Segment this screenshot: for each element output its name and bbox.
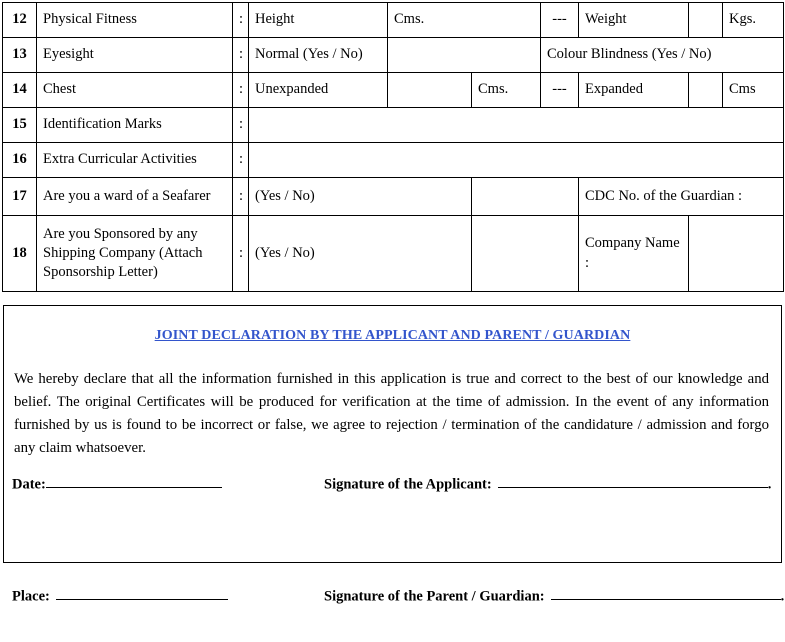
weight-value-cell[interactable]	[689, 3, 723, 38]
ward-yes-no-cell: (Yes / No)	[249, 178, 472, 216]
signature-row-date	[4, 474, 781, 530]
separator-dashes-12: ---	[541, 3, 579, 38]
row-label-eyesight: Eyesight	[37, 38, 233, 73]
place-input[interactable]	[56, 586, 228, 600]
extra-curricular-value-cell[interactable]	[249, 143, 784, 178]
signature-row-place	[4, 586, 785, 642]
chest-expanded-label-cell: Expanded	[579, 73, 689, 108]
chest-unexpanded-label-cell: Unexpanded	[249, 73, 388, 108]
guardian-signature-label: Signature of the Parent / Guardian:	[324, 588, 545, 605]
ward-answer-cell[interactable]	[472, 178, 579, 216]
chest-expanded-value-cell[interactable]	[689, 73, 723, 108]
row-colon-13: :	[233, 38, 249, 73]
row-label-chest: Chest	[37, 73, 233, 108]
weight-label-cell: Weight	[579, 3, 689, 38]
row-number-17: 17	[3, 178, 37, 216]
table-row-eyesight	[3, 38, 784, 73]
row-colon-12: :	[233, 3, 249, 38]
row-colon-14: :	[233, 73, 249, 108]
chest-unexpanded-unit-cell: Cms.	[472, 73, 541, 108]
row-number-14: 14	[3, 73, 37, 108]
row-label-extra-curricular: Extra Curricular Activities	[37, 143, 233, 178]
applicant-signature-label: Signature of the Applicant:	[324, 476, 492, 493]
applicant-trailing-dot: .	[767, 476, 772, 493]
date-input[interactable]	[46, 474, 222, 488]
personal-details-table	[2, 2, 784, 292]
joint-declaration-box	[3, 305, 785, 605]
company-name-label-cell: Company Name :	[579, 216, 689, 292]
date-field-group	[12, 474, 222, 493]
sponsorship-yes-no-cell: (Yes / No)	[249, 216, 472, 292]
weight-unit-kgs-cell: Kgs.	[723, 3, 784, 38]
cdc-number-guardian-cell[interactable]: CDC No. of the Guardian :	[579, 178, 784, 216]
date-label: Date:	[12, 476, 46, 493]
row-colon-18: :	[233, 216, 249, 292]
row-number-18: 18	[3, 216, 37, 292]
applicant-signature-group	[324, 474, 771, 493]
row-number-13: 13	[3, 38, 37, 73]
eyesight-normal-cell: Normal (Yes / No)	[249, 38, 388, 73]
guardian-trailing-dot: .	[780, 588, 785, 605]
row-colon-15: :	[233, 108, 249, 143]
chest-expanded-unit-cell: Cms	[723, 73, 784, 108]
company-name-value-cell[interactable]	[689, 216, 784, 292]
applicant-signature-input[interactable]	[498, 474, 768, 488]
eyesight-value-cell[interactable]	[388, 38, 541, 73]
table-row-extra-curricular	[3, 143, 784, 178]
colour-blindness-cell: Colour Blindness (Yes / No)	[541, 38, 784, 73]
guardian-signature-input[interactable]	[551, 586, 781, 600]
row-number-15: 15	[3, 108, 37, 143]
height-unit-cms-cell[interactable]: Cms.	[388, 3, 541, 38]
separator-dashes-14: ---	[541, 73, 579, 108]
sponsorship-answer-cell[interactable]	[472, 216, 579, 292]
table-row-identification-marks	[3, 108, 784, 143]
row-colon-17: :	[233, 178, 249, 216]
row-label-ward-of-seafarer: Are you a ward of a Seafarer	[37, 178, 233, 216]
declaration-body-text: We hereby declare that all the information furnished in this application is true and correct to the best of our knowledge and belief. The original Certificates will be produced for verification at the time of admission. In the event of any information furnished by us is found to be incorrect or false, we agree to rejection / termination of the candidature / admission and forgo any claim whatsoever.	[14, 371, 769, 456]
table-row-ward-of-seafarer	[3, 178, 784, 216]
table-row-chest	[3, 73, 784, 108]
declaration-heading: JOINT DECLARATION BY THE APPLICANT AND PARENT / GUARDIAN	[154, 328, 631, 343]
chest-unexpanded-value-cell[interactable]	[388, 73, 472, 108]
place-label: Place:	[12, 588, 50, 605]
place-field-group	[12, 586, 228, 605]
row-number-12: 12	[3, 3, 37, 38]
row-number-16: 16	[3, 143, 37, 178]
row-colon-16: :	[233, 143, 249, 178]
height-label-cell: Height	[249, 3, 388, 38]
table-row-physical-fitness	[3, 3, 784, 38]
signature-area	[4, 474, 785, 605]
row-label-sponsorship: Are you Sponsored by any Shipping Company (Attach Sponsorship Letter)	[37, 216, 233, 292]
table-row-sponsorship	[3, 216, 784, 292]
guardian-signature-group	[324, 586, 784, 605]
identification-marks-value-cell[interactable]	[249, 108, 784, 143]
row-label-physical-fitness: Physical Fitness	[37, 3, 233, 38]
row-label-identification-marks: Identification Marks	[37, 108, 233, 143]
